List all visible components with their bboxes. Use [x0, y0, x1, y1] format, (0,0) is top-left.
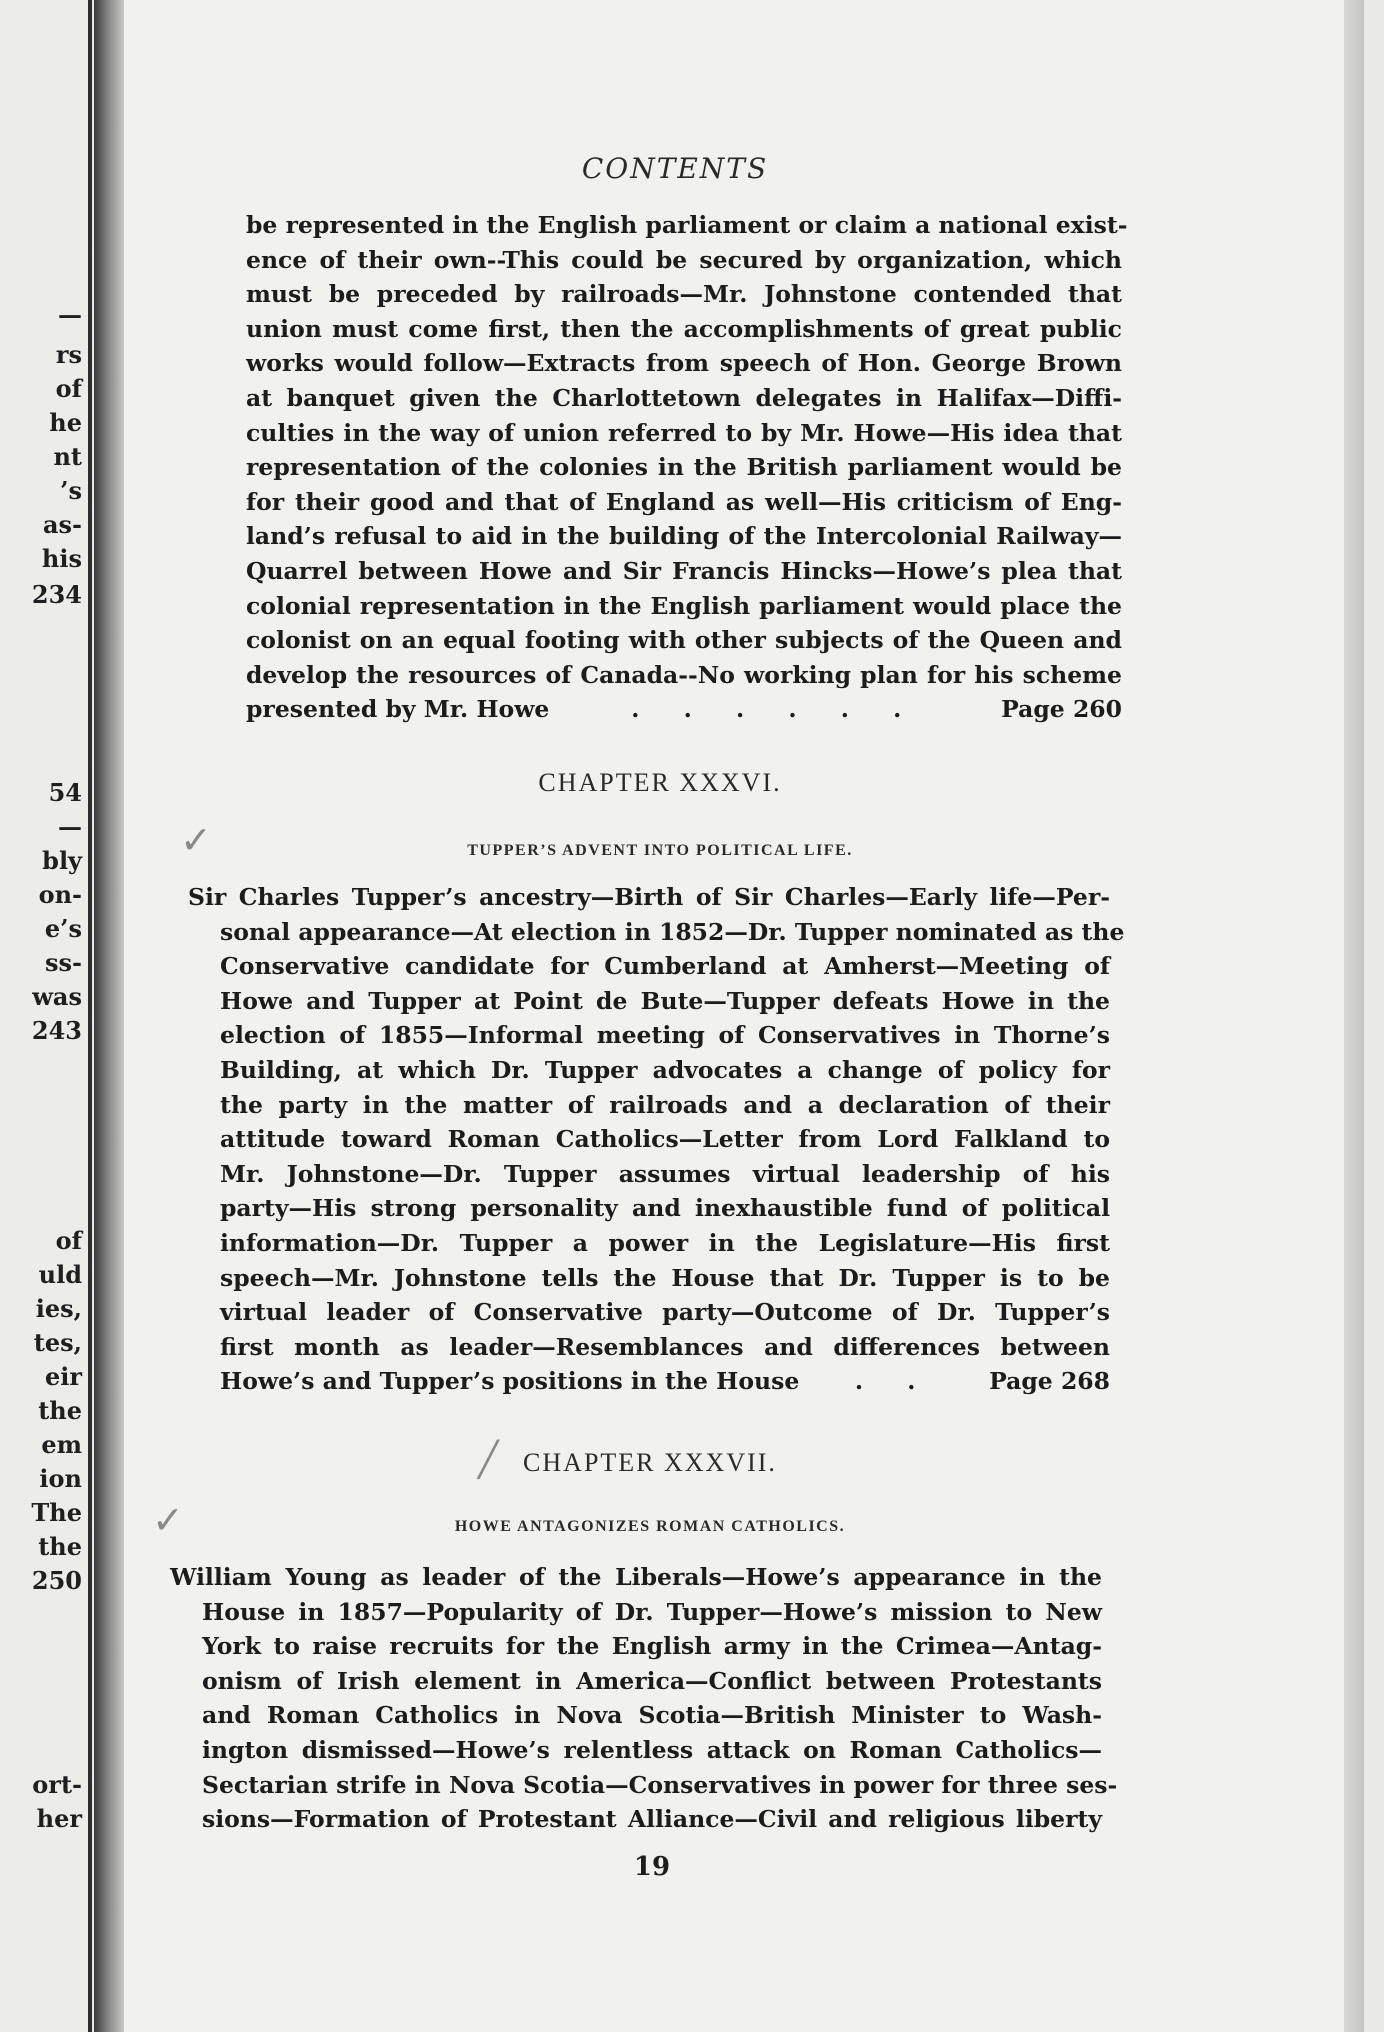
left-page-fragment: nt: [53, 442, 82, 471]
summary-line: Quarrel between Howe and Sir Francis Hincks—Howe’s plea that: [246, 556, 1122, 585]
summary-line: Conservative candidate for Cumberland at Amherst—Meeting of: [220, 952, 1110, 981]
left-page-fragment: the: [38, 1396, 82, 1425]
left-page-fragment: 250: [31, 1566, 82, 1595]
left-page-fragment: 243: [31, 1016, 82, 1045]
summary-last-line: [246, 692, 1122, 727]
book-gutter: [94, 0, 124, 2032]
summary-line: ington dismissed—Howe’s relentless attack on Roman Catholics—: [202, 1735, 1102, 1764]
left-page-fragment: —: [58, 812, 82, 841]
left-page-fragment: ’s: [60, 476, 82, 505]
summary-line: representation of the colonies in the British parliament would be: [246, 453, 1122, 482]
summary-line: sions—Formation of Protestant Alliance—Civil and religious liberty: [202, 1805, 1102, 1834]
chapter-summary: [188, 880, 1125, 1399]
left-page-fragment: em: [41, 1430, 82, 1459]
summary-line: colonist on an equal footing with other subjects of the Queen and: [246, 626, 1122, 655]
left-page-fragment: bly: [42, 846, 82, 875]
summary-line: William Young as leader of the Liberals—Howe’s appearance in the: [170, 1563, 1102, 1591]
chapter-heading: CHAPTER XXXVI.: [538, 768, 782, 797]
summary-line: House in 1857—Popularity of Dr. Tupper—Howe’s mission to New: [202, 1597, 1102, 1626]
summary-line: speech—Mr. Johnstone tells the House that Dr. Tupper is to be: [220, 1263, 1110, 1292]
page-reference: Page 268: [989, 1367, 1110, 1396]
summary-line: election of 1855—Informal meeting of Conservatives in Thorne’s: [220, 1021, 1110, 1050]
left-facing-page: [0, 0, 92, 2032]
left-page-fragment: her: [36, 1804, 82, 1833]
left-page-fragment: ss-: [45, 948, 82, 977]
left-page-fragment: was: [32, 982, 82, 1011]
chapter-subtitle: HOWE ANTAGONIZES ROMAN CATHOLICS.: [454, 1518, 846, 1535]
left-page-fragment: ion: [39, 1464, 82, 1493]
summary-line: union must come first, then the accomplishments of great public: [246, 314, 1122, 343]
left-page-fragment: his: [41, 544, 82, 573]
summary-line: Sectarian strife in Nova Scotia—Conservatives in power for three ses-: [202, 1770, 1118, 1799]
page-number: 19: [633, 1852, 671, 1882]
summary-line: culties in the way of union referred to by Mr. Howe—His idea that: [246, 418, 1122, 447]
left-page-fragment: as-: [42, 510, 82, 539]
dot-leader: . .: [854, 1367, 934, 1396]
page-edge: [1344, 0, 1364, 2032]
summary-line: at banquet given the Charlottetown delegates in Halifax—Diffi-: [246, 383, 1122, 412]
left-page-fragment: of: [55, 1226, 82, 1255]
summary-line: onism of Irish element in America—Conflict between Protestants: [202, 1666, 1102, 1695]
summary-line: Mr. Johnstone—Dr. Tupper assumes virtual leadership of his: [220, 1159, 1110, 1188]
summary-line: the party in the matter of railroads and a declaration of their: [220, 1090, 1110, 1119]
chapter-summary-continued: [246, 208, 1128, 727]
summary-line: colonial representation in the English parliament would place the: [246, 591, 1122, 620]
summary-line: information—Dr. Tupper a power in the Legislature—His first: [220, 1228, 1110, 1257]
left-page-fragment: on-: [38, 880, 82, 909]
left-page-fragment: of: [55, 374, 82, 403]
left-page-fragment: —: [58, 300, 82, 329]
left-page-fragment: e’s: [44, 914, 82, 943]
left-page-fragment: he: [49, 408, 82, 437]
summary-line: ence of their own--This could be secured by organization, which: [246, 245, 1122, 274]
left-page-fragment: the: [38, 1532, 82, 1561]
left-page-fragment: The: [31, 1498, 82, 1527]
summary-line: attitude toward Roman Catholics—Letter from Lord Falkland to: [220, 1125, 1110, 1154]
summary-line: virtual leader of Conservative party—Outcome of Dr. Tupper’s: [220, 1298, 1110, 1327]
page-reference: Page 260: [1001, 695, 1122, 724]
summary-line: be represented in the English parliament or claim a national exist-: [246, 211, 1128, 239]
summary-line: works would follow—Extracts from speech of Hon. George Brown: [246, 349, 1122, 378]
summary-line: sonal appearance—At election in 1852—Dr. Tupper nominated as the: [220, 917, 1125, 946]
summary-line: and Roman Catholics in Nova Scotia—British Minister to Wash-: [202, 1701, 1102, 1730]
summary-line: land’s refusal to aid in the building of the Intercolonial Railway—: [246, 522, 1122, 551]
running-head: CONTENTS: [581, 152, 769, 185]
left-page-fragment: rs: [55, 340, 82, 369]
left-page-fragment: uld: [38, 1260, 82, 1289]
pencil-check-mark: ✓: [152, 1498, 184, 1542]
chapter-subtitle: TUPPER’S ADVENT INTO POLITICAL LIFE.: [467, 842, 853, 859]
left-page-edge: [88, 0, 92, 2032]
summary-last-line: [188, 1364, 1110, 1399]
summary-line: York to raise recruits for the English army in the Crimea—Antag-: [202, 1632, 1102, 1661]
summary-line: party—His strong personality and inexhaustible fund of political: [220, 1194, 1110, 1223]
chapter-summary: [170, 1560, 1118, 1837]
summary-line: first month as leader—Resemblances and differences between: [220, 1332, 1110, 1361]
summary-line: Howe and Tupper at Point de Bute—Tupper defeats Howe in the: [220, 986, 1110, 1015]
left-page-fragment: tes,: [33, 1328, 82, 1357]
pencil-slash-mark: ╱: [478, 1440, 499, 1480]
pencil-check-mark: ✓: [180, 818, 212, 862]
summary-line: Sir Charles Tupper’s ancestry—Birth of Sir Charles—Early life—Per-: [188, 883, 1110, 911]
left-page-fragment: 234: [31, 580, 82, 609]
summary-line: for their good and that of England as well—His criticism of Eng-: [246, 487, 1122, 516]
left-page-fragment: 54: [48, 778, 82, 807]
summary-line: develop the resources of Canada--No working plan for his scheme: [246, 660, 1122, 689]
summary-line: Building, at which Dr. Tupper advocates a change of policy for: [220, 1055, 1110, 1084]
chapter-heading: CHAPTER XXXVII.: [523, 1448, 777, 1477]
dot-leader: . . . . . .: [631, 695, 920, 724]
summary-line: Howe’s and Tupper’s positions in the House: [220, 1367, 800, 1396]
left-page-fragment: ies,: [35, 1294, 82, 1323]
left-page-fragment: ort-: [32, 1770, 82, 1799]
summary-line: presented by Mr. Howe: [246, 695, 550, 724]
summary-line: must be preceded by railroads—Mr. Johnstone contended that: [246, 280, 1122, 309]
left-page-fragment: eir: [44, 1362, 82, 1391]
